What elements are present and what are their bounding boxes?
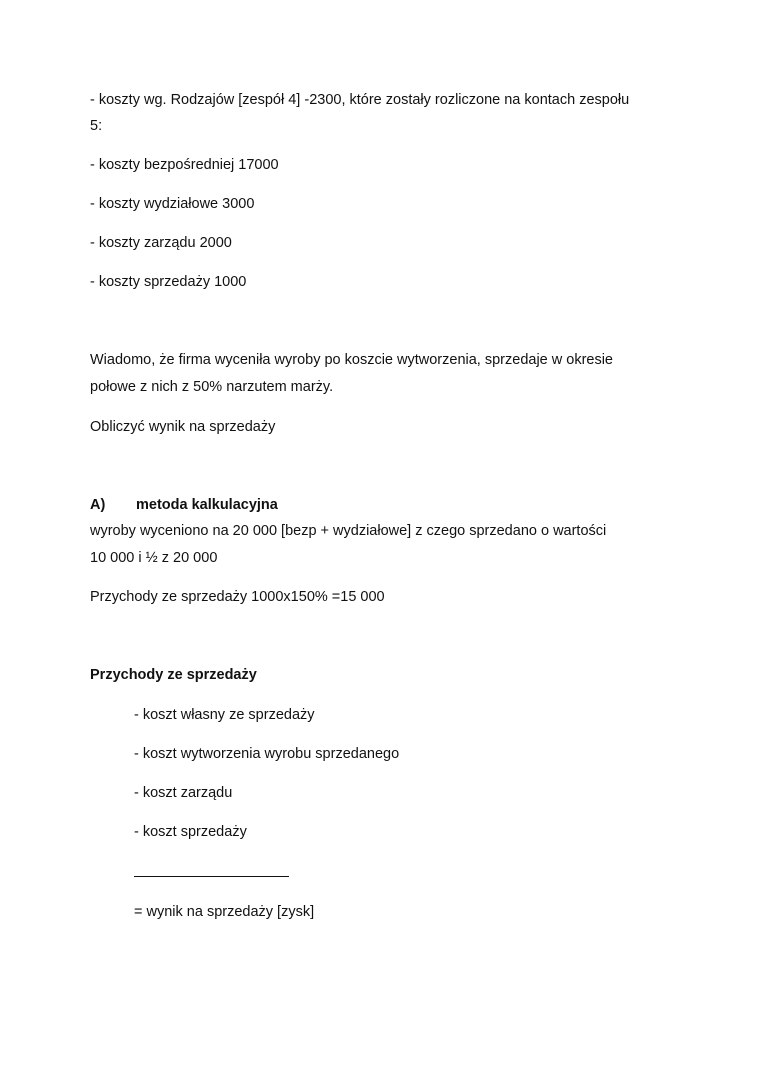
intro-line-1: - koszty wg. Rodzajów [zespół 4] -2300, które zostały rozliczone na kontach zespołu	[90, 92, 630, 108]
section-a-heading	[90, 495, 278, 515]
revenue-calculation: Przychody ze sprzedaży 1000x150% =15 000	[90, 589, 385, 605]
statement-item-own-cost: - koszt własny ze sprzedaży	[134, 707, 315, 723]
statement-item-production-cost: - koszt wytworzenia wyrobu sprzedanego	[134, 746, 400, 762]
info-line-1: Wiadomo, że firma wyceniła wyroby po koszcie wytworzenia, sprzedaje w okresie	[90, 352, 613, 368]
cost-item-direct: - koszty bezpośredniej 17000	[90, 157, 279, 173]
cost-item-sales: - koszty sprzedaży 1000	[90, 274, 247, 290]
section-a-line-1: wyroby wyceniono na 20 000 [bezp + wydziałowe] z czego sprzedano o wartości	[90, 523, 607, 539]
section-a-line-2: 10 000 i ½ z 20 000	[90, 550, 218, 566]
statement-item-management-cost: - koszt zarządu	[134, 785, 233, 801]
cost-item-department: - koszty wydziałowe 3000	[90, 196, 255, 212]
sum-divider-line	[134, 876, 289, 877]
statement-result: = wynik na sprzedaży [zysk]	[134, 904, 315, 920]
info-line-2: połowe z nich z 50% narzutem marży.	[90, 379, 334, 395]
cost-item-management: - koszty zarządu 2000	[90, 235, 232, 251]
task-text: Obliczyć wynik na sprzedaży	[90, 419, 276, 435]
section-a-title: metoda kalkulacyjna	[136, 497, 278, 513]
statement-item-sales-cost: - koszt sprzedaży	[134, 824, 247, 840]
section-a-letter: A)	[90, 497, 106, 513]
intro-line-2: 5:	[90, 118, 103, 134]
statement-heading: Przychody ze sprzedaży	[90, 667, 257, 683]
